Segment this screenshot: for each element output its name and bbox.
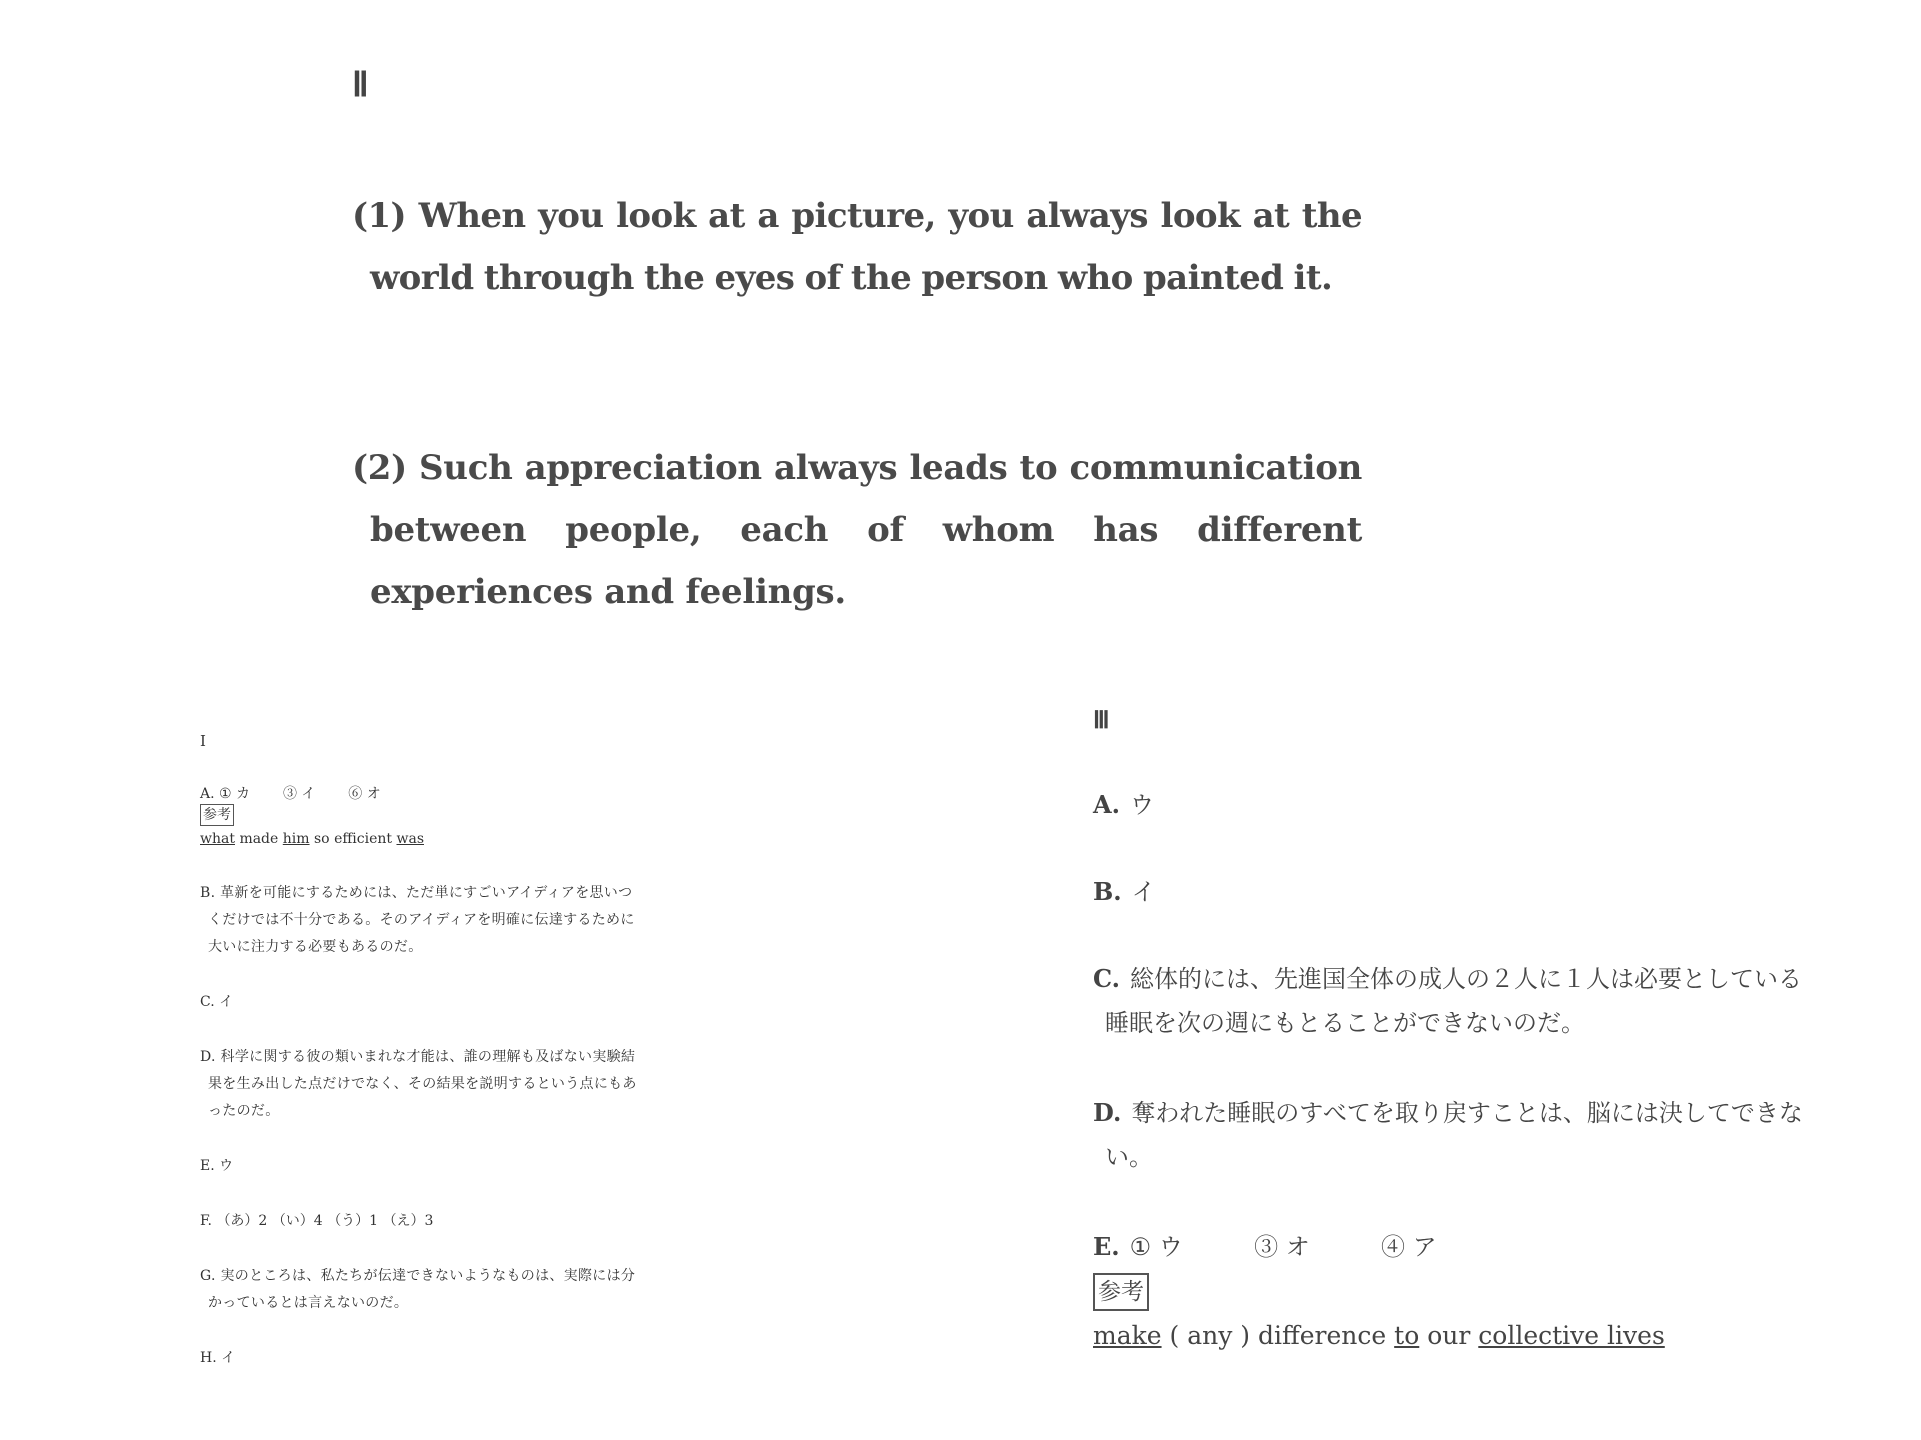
answer-a-label: A. — [1093, 790, 1120, 819]
section-1-answer-f — [200, 1208, 640, 1235]
answer-e-choices — [1093, 1225, 1813, 1269]
reference-word: our — [1427, 1321, 1471, 1350]
section-2 — [352, 65, 1362, 623]
section-2-heading: Ⅱ — [352, 67, 367, 104]
section-3-answer-e — [1093, 1225, 1813, 1359]
section-2-answer-2: (2) Such appreciation always leads to communication between people, each of whom has different experiences and feelings. — [352, 448, 1362, 612]
section-3-answer-d — [1093, 1091, 1813, 1179]
answer-f-label: F. — [200, 1213, 212, 1229]
answer-f-choice-3: （う）1 — [327, 1213, 379, 1229]
answer-d-label: D. — [1093, 1098, 1122, 1127]
section-2-answer-1: (1) When you look at a picture, you always look at the world through the eyes of the person who painted it. — [352, 196, 1362, 298]
reference-word: so efficient — [314, 831, 393, 847]
reference-word: made — [239, 831, 279, 847]
answer-a-choice-3: ⑥ オ — [348, 786, 381, 802]
reference-phrase — [200, 826, 640, 852]
reference-word: what — [200, 831, 235, 847]
section-1-heading: I — [200, 732, 206, 750]
section-1-answer-g: G. 実のところは、私たちが伝達できないようなものは、実際には分かっているとは言えないのだ。 — [200, 1268, 636, 1311]
section-1-answer-b: B. 革新を可能にするためには、ただ単にすごいアイディアを思いつくだけでは不十分である。そのアイディアを明確に伝達するために大いに注力する必要もあるのだ。 — [200, 885, 635, 955]
reference-word: him — [282, 831, 310, 847]
answer-a-text: ウ — [1129, 791, 1154, 819]
answer-c-text: 総体的には、先進国全体の成人の２人に１人は必要としている睡眠を次の週にもとることができないのだ。 — [1105, 965, 1803, 1037]
answer-e-choice-1: ① ウ — [1129, 1233, 1183, 1261]
section-3-answer-b — [1093, 870, 1813, 914]
answer-e-choice-3: ④ ア — [1381, 1233, 1437, 1261]
answer-b-text: イ — [1131, 878, 1156, 906]
section-3 — [1093, 706, 1813, 1359]
reference-phrase — [1093, 1313, 1813, 1359]
section-3-answer-a — [1093, 783, 1813, 827]
answer-b-label: B. — [1093, 877, 1122, 906]
reference-word: make — [1093, 1321, 1162, 1350]
section-3-answer-c — [1093, 957, 1813, 1045]
section-3-heading: Ⅲ — [1093, 708, 1109, 734]
answer-e-choice-2: ③ オ — [1254, 1233, 1310, 1261]
reference-word: collective lives — [1478, 1321, 1665, 1350]
answer-f-choice-2: （い）4 — [271, 1213, 323, 1229]
answer-f-choice-4: （え）3 — [382, 1213, 434, 1229]
answer-a-choices — [200, 784, 640, 804]
answer-a-label: A. — [200, 786, 215, 802]
answer-a-choice-1: ① カ — [219, 786, 251, 802]
answer-a-choice-2: ③ イ — [282, 786, 316, 802]
answer-f-choice-1: （あ）2 — [216, 1213, 268, 1229]
section-1-answer-h: H. イ — [200, 1350, 236, 1366]
section-1 — [200, 732, 640, 1400]
section-1-answer-a — [200, 784, 640, 852]
section-1-answer-e: E. ウ — [200, 1158, 234, 1174]
reference-word: ( any ) difference — [1169, 1321, 1387, 1350]
answer-d-text: 奪われた睡眠のすべてを取り戻すことは、脳には決してできない。 — [1105, 1099, 1803, 1171]
reference-word: was — [396, 831, 424, 847]
answer-c-label: C. — [1093, 964, 1121, 993]
reference-box: 参考 — [200, 804, 234, 826]
reference-word: to — [1394, 1321, 1420, 1350]
reference-box: 参考 — [1093, 1273, 1149, 1311]
answer-e-label: E. — [1093, 1232, 1120, 1261]
section-1-answer-d: D. 科学に関する彼の類いまれな才能は、誰の理解も及ばない実験結果を生み出した点だけでなく、その結果を説明するという点にもあったのだ。 — [200, 1049, 637, 1119]
section-1-answer-c: C. イ — [200, 994, 234, 1010]
